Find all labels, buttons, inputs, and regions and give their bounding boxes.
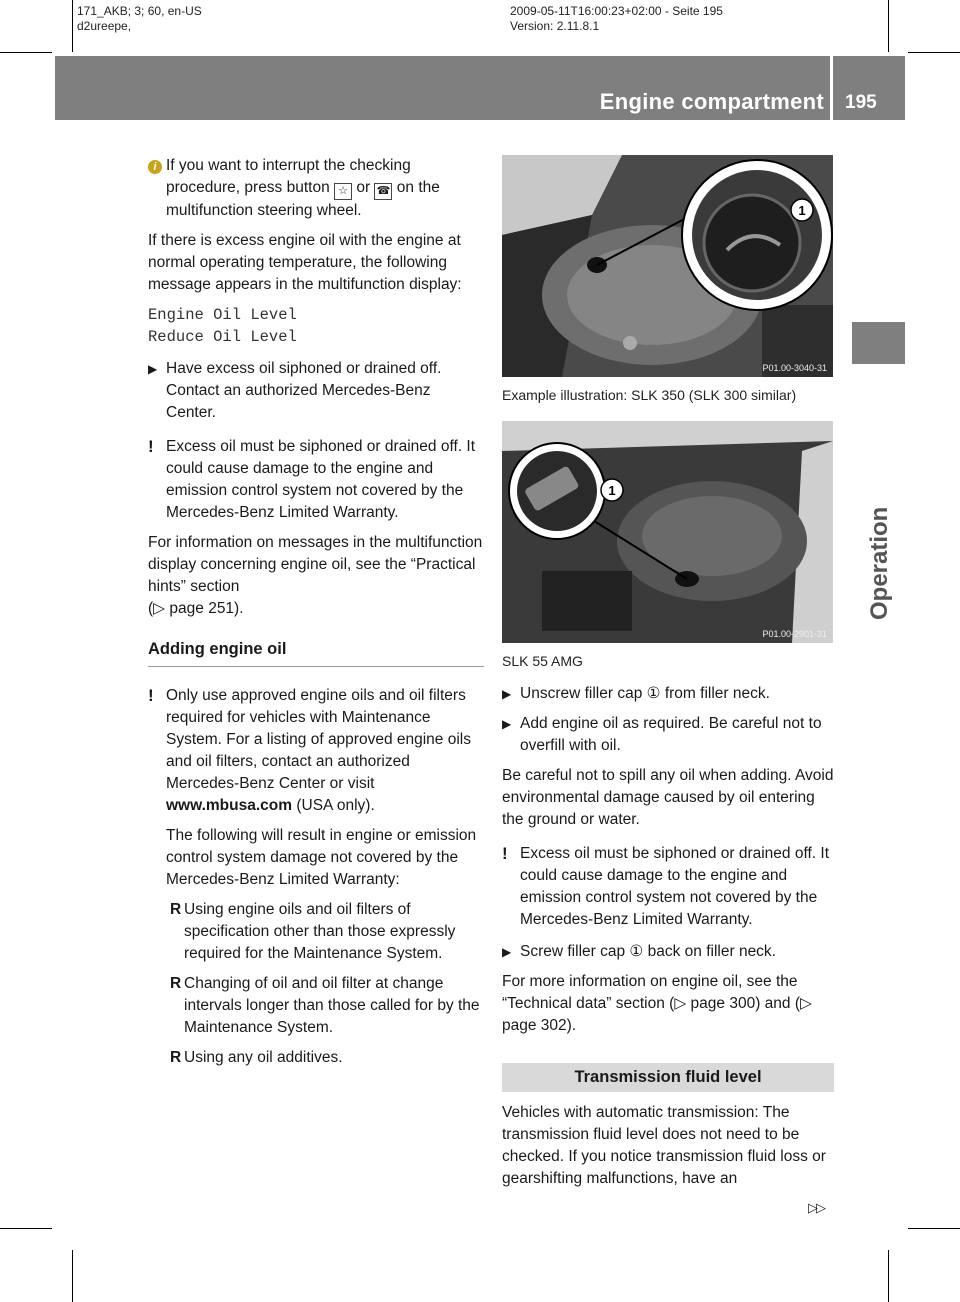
warning-note: ! Excess oil must be siphoned or drained off. It could cause damage to the engine and emission control system not covered by the Mercedes-Benz Limited Warranty. bbox=[502, 844, 830, 928]
action-step: ▶ Have excess oil siphoned or drained off. Contact an authorized Mercedes-Benz Center. bbox=[148, 360, 442, 421]
page-ref-icon: ▷ bbox=[800, 995, 812, 1012]
crop-mark bbox=[908, 1228, 960, 1229]
warning-icon: ! bbox=[148, 686, 154, 705]
right-column bbox=[502, 683, 834, 1198]
callout-ref: ① bbox=[629, 943, 644, 960]
print-meta-right: 2009-05-11T16:00:23+02:00 - Seite 195 Version: 2.11.8.1 bbox=[510, 4, 723, 33]
section-heading: Adding engine oil bbox=[148, 640, 287, 658]
step-arrow-icon: ▶ bbox=[148, 362, 158, 376]
warning-note: ! Only use approved engine oils and oil filters required for vehicles with Maintenance System. For a listing of approved engine oils and oil filters, contact an authorized Mercedes-Benz Center or visit www.mbusa.com (USA only). The following will result in engine or emission control system damage not covered by the Mercedes-Benz Limited Warranty: R Using engine oils and oil filters of specification other than those expressly required for the Maintenance System. R Changing of oil and oil filter at change intervals longer than those called for by the Maintenance System. R Using any oil additives. bbox=[148, 685, 484, 1069]
image-code: P01.00-3040-31 bbox=[762, 363, 827, 373]
crop-mark bbox=[0, 52, 52, 53]
action-step: ▶ Screw filler cap ① back on filler neck. bbox=[502, 941, 834, 963]
info-icon: i bbox=[148, 155, 162, 177]
crop-mark bbox=[0, 1228, 52, 1229]
page-title: Engine compartment bbox=[599, 89, 824, 114]
paragraph: If there is excess engine oil with the engine at normal operating temperature, the following message appears in the multifunction display: bbox=[148, 232, 462, 293]
action-step: ▶ Add engine oil as required. Be careful not to overfill with oil. bbox=[502, 715, 822, 754]
page-ref-icon: ▷ bbox=[674, 995, 687, 1012]
display-message-line: Reduce Oil Level bbox=[148, 328, 297, 346]
crop-mark bbox=[888, 0, 889, 52]
website-link[interactable]: www.mbusa.com bbox=[166, 797, 293, 814]
paragraph: The following will result in engine or emission control system damage not covered by the Mercedes-Benz Limited Warranty: bbox=[166, 827, 477, 888]
image-caption: SLK 55 AMG bbox=[502, 653, 583, 669]
header-divider bbox=[830, 56, 833, 120]
crop-mark bbox=[908, 52, 960, 53]
image-caption: Example illustration: SLK 350 (SLK 300 similar) bbox=[502, 387, 797, 403]
crop-mark bbox=[888, 1250, 889, 1302]
continue-marker: ▷▷ bbox=[808, 1200, 824, 1215]
section-heading: Transmission fluid level bbox=[502, 1063, 834, 1092]
engine-photo-slk55 bbox=[502, 421, 833, 643]
callout-ref: ① bbox=[646, 685, 661, 702]
list-item: R Using engine oils and oil filters of specification other than those expressly required for the Maintenance System. bbox=[170, 901, 456, 962]
page-ref-icon: ▷ bbox=[153, 600, 166, 617]
step-arrow-icon: ▶ bbox=[502, 717, 512, 731]
crop-mark bbox=[72, 1250, 73, 1302]
warning-icon: ! bbox=[148, 437, 154, 456]
page-number: 195 bbox=[845, 92, 877, 113]
action-step: ▶ Unscrew filler cap ① from filler neck. bbox=[502, 683, 834, 705]
engine-illustration bbox=[502, 155, 833, 377]
display-message-line: Engine Oil Level bbox=[148, 306, 297, 324]
list-item: R Changing of oil and oil filter at change intervals longer than those called for by the Maintenance System. bbox=[170, 975, 480, 1036]
print-meta-left: 171_AKB; 3; 60, en-US d2ureepe, bbox=[77, 4, 202, 33]
left-column bbox=[148, 155, 484, 1077]
engine-illustration bbox=[502, 421, 833, 643]
step-arrow-icon: ▶ bbox=[502, 687, 512, 701]
image-code: P01.00-2901-31 bbox=[762, 629, 827, 639]
section-rule bbox=[148, 666, 484, 667]
chapter-label: Operation bbox=[866, 506, 893, 620]
info-note: i If you want to interrupt the checking procedure, press button ☆ or ☎ on the multifunction steering wheel. bbox=[148, 155, 484, 222]
chapter-tab bbox=[852, 322, 905, 364]
phone-button-icon: ☎ bbox=[374, 183, 392, 200]
step-arrow-icon: ▶ bbox=[502, 945, 512, 959]
warning-note: ! Excess oil must be siphoned or drained off. It could cause damage to the engine and emission control system not covered by the Mercedes-Benz Limited Warranty. bbox=[148, 437, 476, 521]
star-button-icon: ☆ bbox=[334, 183, 352, 200]
paragraph: For information on messages in the multifunction display concerning engine oil, see the “Practical hints” section (▷ page 251). bbox=[148, 534, 483, 617]
list-item: R Using any oil additives. bbox=[170, 1049, 343, 1066]
engine-photo-slk350 bbox=[502, 155, 833, 377]
warning-icon: ! bbox=[502, 844, 508, 863]
paragraph: Be careful not to spill any oil when adding. Avoid environmental damage caused by oil entering the ground or water. bbox=[502, 767, 834, 828]
paragraph: Vehicles with automatic transmission: The transmission fluid level does not need to be checked. If you notice transmission fluid loss or gearshifting malfunctions, have an bbox=[502, 1104, 826, 1187]
paragraph: For more information on engine oil, see the “Technical data” section (▷ page 300) and (▷ page 302). bbox=[502, 973, 812, 1034]
crop-mark bbox=[72, 0, 73, 52]
callout-number: 1 bbox=[608, 483, 616, 498]
callout-number: 1 bbox=[798, 203, 806, 218]
